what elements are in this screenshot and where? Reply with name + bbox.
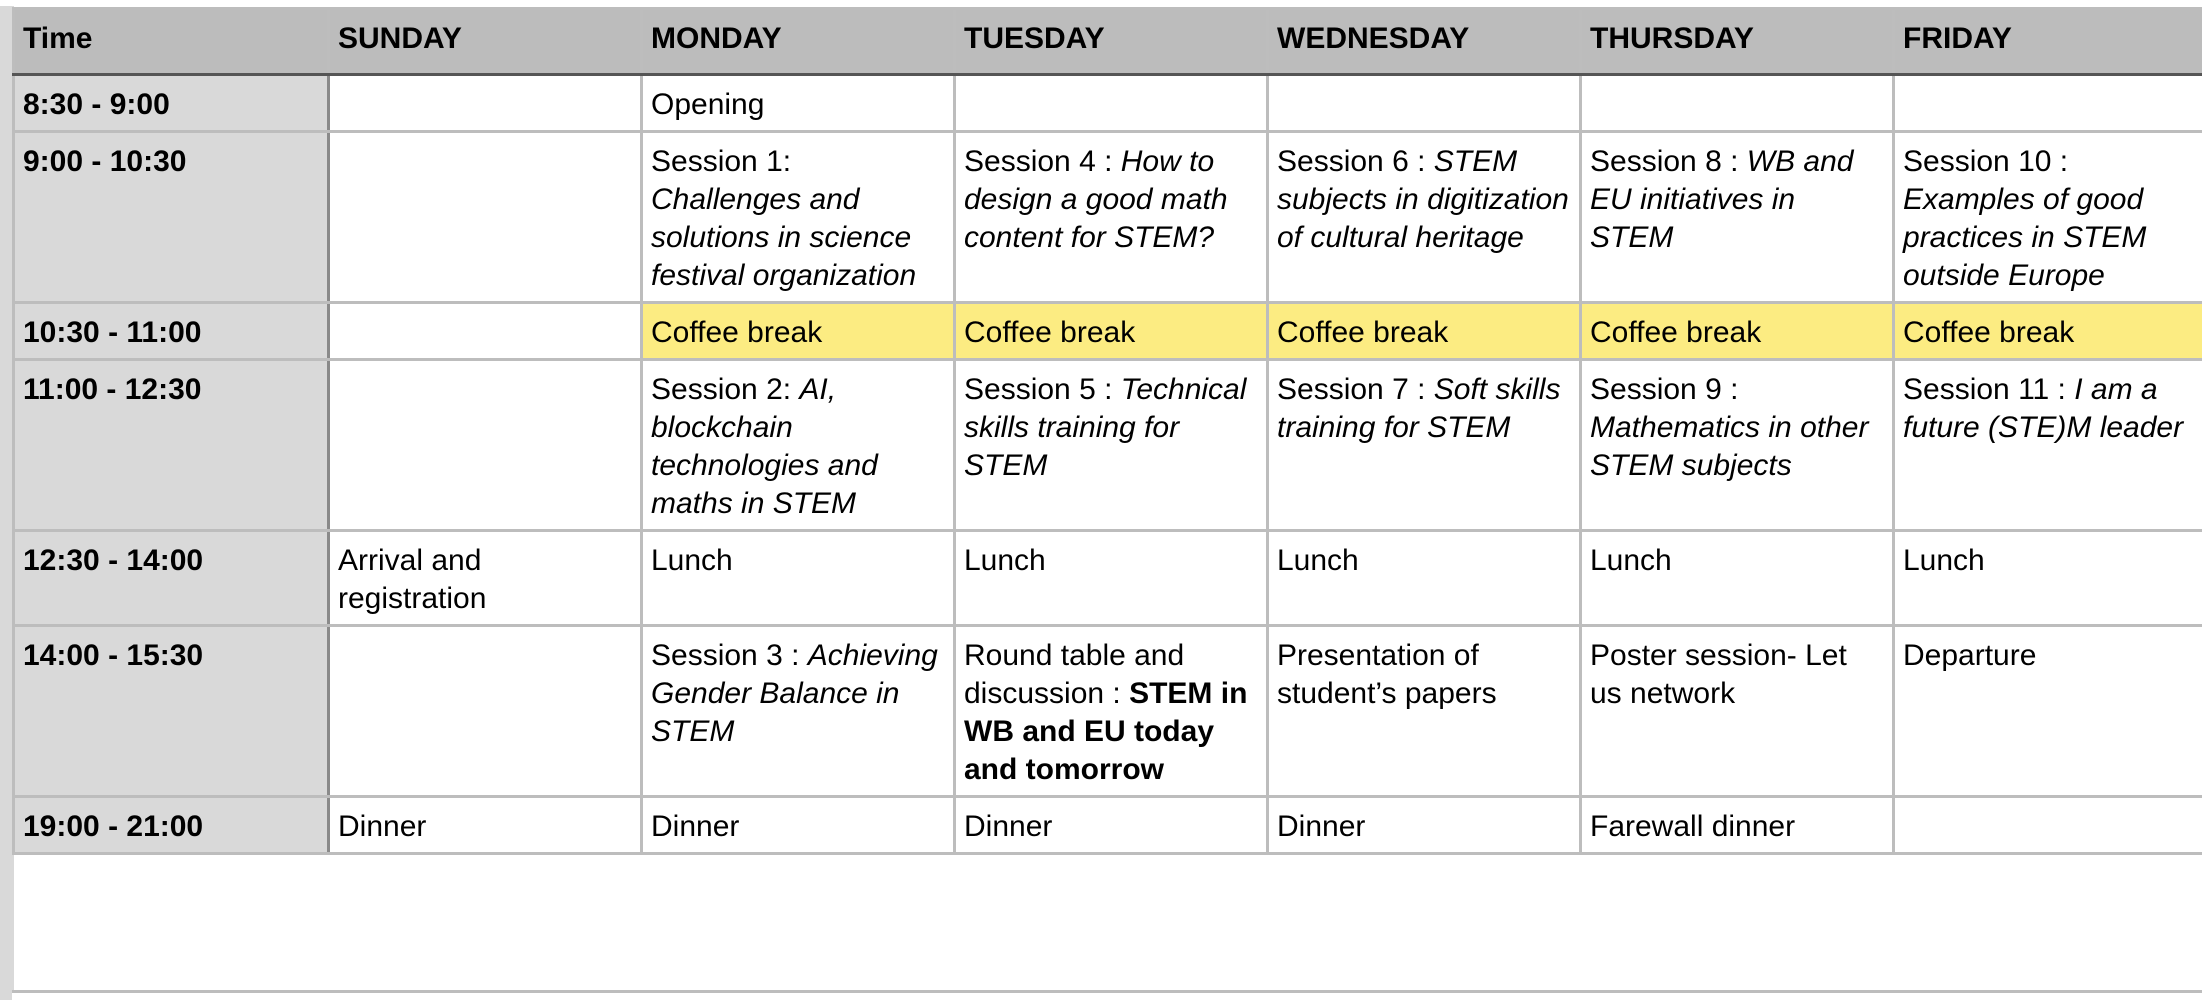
cell-thursday: Coffee break	[1581, 303, 1894, 360]
cell-friday	[1894, 360, 2202, 531]
cell-tuesday: Lunch	[955, 531, 1268, 626]
cell-monday	[642, 360, 955, 531]
cell-monday: Opening	[642, 75, 955, 132]
table-row	[14, 797, 2202, 854]
cell-wednesday: Lunch	[1268, 531, 1581, 626]
cell-monday: Dinner	[642, 797, 955, 854]
session-label: Session 5 :	[964, 373, 1121, 406]
header-row	[14, 9, 2202, 75]
session-title: How to design a good math content for STEM?	[964, 145, 1228, 254]
cell-thursday	[1581, 75, 1894, 132]
table-row	[14, 75, 2202, 132]
session-label: Session 4 :	[964, 145, 1121, 178]
cell-friday	[1894, 797, 2202, 854]
cell-sunday	[329, 75, 642, 132]
time-cell: 14:00 - 15:30	[14, 626, 329, 797]
cell-sunday: Arrival and registration	[329, 531, 642, 626]
session-label: Session 7 :	[1277, 373, 1434, 406]
cell-sunday	[329, 626, 642, 797]
cell-thursday: Lunch	[1581, 531, 1894, 626]
cell-wednesday: Dinner	[1268, 797, 1581, 854]
schedule-table	[12, 7, 2202, 855]
session-label: Session 1:	[651, 145, 791, 178]
header-wednesday: WEDNESDAY	[1268, 9, 1581, 75]
cell-sunday	[329, 360, 642, 531]
cell-tuesday: Dinner	[955, 797, 1268, 854]
session-title: Achieving Gender Balance in STEM	[651, 639, 938, 748]
table-row	[14, 531, 2202, 626]
cell-friday: Departure	[1894, 626, 2202, 797]
cell-tuesday: Coffee break	[955, 303, 1268, 360]
session-title: Soft skills training for STEM	[1277, 373, 1560, 444]
session-label: Session 9 :	[1590, 373, 1738, 406]
cell-tuesday	[955, 626, 1268, 797]
session-title: WB and EU initiatives in STEM	[1590, 145, 1853, 254]
table-row	[14, 132, 2202, 303]
session-label: Session 3 :	[651, 639, 808, 672]
time-cell: 12:30 - 14:00	[14, 531, 329, 626]
session-label: Session 6 :	[1277, 145, 1434, 178]
session-label: Session 2:	[651, 373, 799, 406]
cell-sunday: Dinner	[329, 797, 642, 854]
cell-wednesday: Coffee break	[1268, 303, 1581, 360]
session-title: STEM subjects in digitization of cultural heritage	[1277, 145, 1569, 254]
header-monday: MONDAY	[642, 9, 955, 75]
cell-friday: Coffee break	[1894, 303, 2202, 360]
header-sunday: SUNDAY	[329, 9, 642, 75]
cell-monday	[642, 626, 955, 797]
cell-friday	[1894, 75, 2202, 132]
cell-friday	[1894, 132, 2202, 303]
session-title: I am a future (STE)M leader	[1903, 373, 2183, 444]
cell-monday	[642, 132, 955, 303]
time-cell: 10:30 - 11:00	[14, 303, 329, 360]
session-title: AI, blockchain technologies and maths in STEM	[651, 373, 878, 520]
time-cell: 19:00 - 21:00	[14, 797, 329, 854]
cell-wednesday	[1268, 132, 1581, 303]
header-tuesday: TUESDAY	[955, 9, 1268, 75]
cell-wednesday	[1268, 360, 1581, 531]
session-label: Session 8 :	[1590, 145, 1747, 178]
cell-thursday	[1581, 132, 1894, 303]
session-title: Technical skills training for STEM	[964, 373, 1246, 482]
schedule-body	[14, 75, 2202, 854]
cell-sunday	[329, 132, 642, 303]
cell-monday: Lunch	[642, 531, 955, 626]
session-label: Session 10 :	[1903, 145, 2068, 178]
cell-monday: Coffee break	[642, 303, 955, 360]
cell-thursday	[1581, 360, 1894, 531]
table-row	[14, 626, 2202, 797]
cell-tuesday	[955, 132, 1268, 303]
time-cell: 8:30 - 9:00	[14, 75, 329, 132]
top-edge-strip	[0, 0, 2202, 6]
session-title: Examples of good practices in STEM outside Europe	[1903, 183, 2146, 292]
header-friday: FRIDAY	[1894, 9, 2202, 75]
time-cell: 11:00 - 12:30	[14, 360, 329, 531]
cell-friday: Lunch	[1894, 531, 2202, 626]
cell-wednesday	[1268, 75, 1581, 132]
session-title: Mathematics in other STEM subjects	[1590, 411, 1868, 482]
table-row	[14, 303, 2202, 360]
session-label: Session 11 :	[1903, 373, 2074, 406]
cell-sunday	[329, 303, 642, 360]
time-cell: 9:00 - 10:30	[14, 132, 329, 303]
session-title: STEM in WB and EU today and tomorrow	[964, 677, 1247, 786]
cell-tuesday	[955, 360, 1268, 531]
session-label: Round table and discussion :	[964, 639, 1184, 710]
cell-thursday: Farewall dinner	[1581, 797, 1894, 854]
cell-wednesday: Presentation of student’s papers	[1268, 626, 1581, 797]
header-thursday: THURSDAY	[1581, 9, 1894, 75]
bottom-edge-strip	[12, 990, 2202, 1003]
table-row	[14, 360, 2202, 531]
session-title: Challenges and solutions in science festival organization	[651, 183, 916, 292]
cell-thursday: Poster session- Let us network	[1581, 626, 1894, 797]
cell-tuesday	[955, 75, 1268, 132]
header-time: Time	[14, 9, 329, 75]
